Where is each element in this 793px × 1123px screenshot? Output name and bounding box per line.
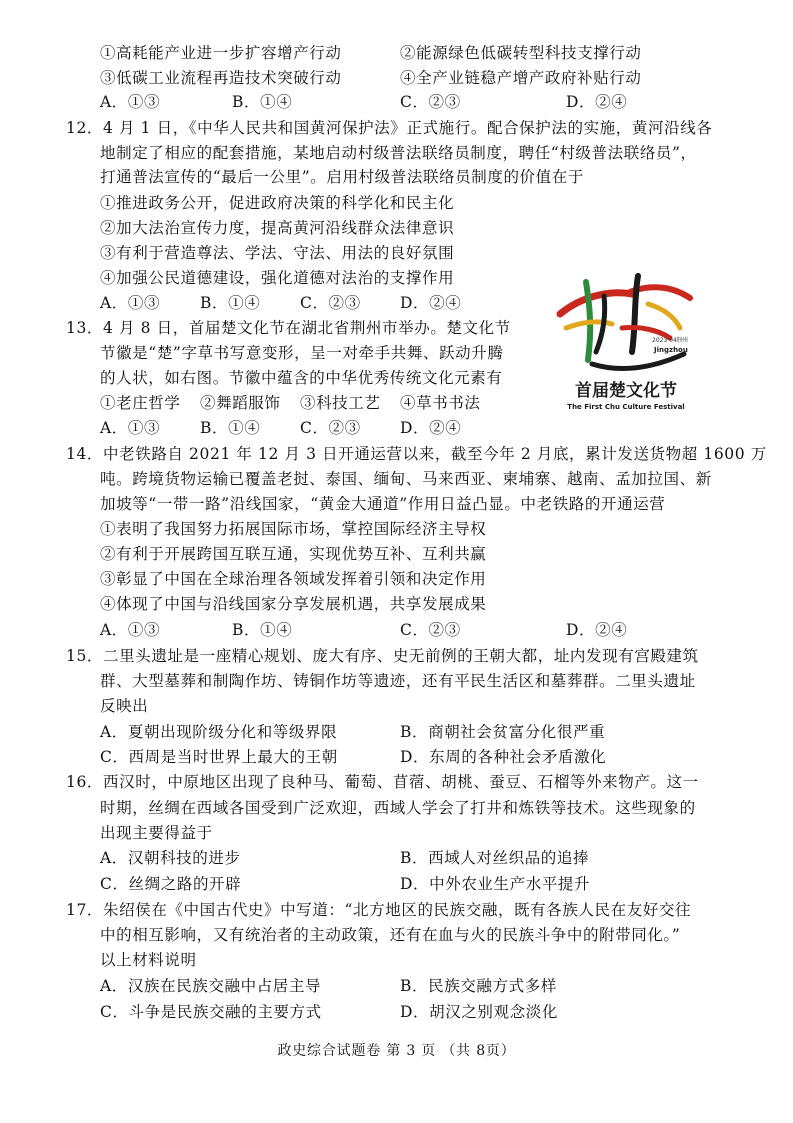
q13-option-c: C．②③ [300,419,361,437]
q16-number: 16． [66,773,104,791]
q14-stem-line-1 [66,444,767,464]
q15-stem-text-1: 二里头遗址是一座精心规划、庞大有序、史无前例的王朝大都，址内发现有宫殿建筑 [103,647,699,665]
q11-item-1: ①高耗能产业进一步扩容增产行动 [100,44,342,62]
q16-option-d: D．中外农业生产水平提升 [400,875,591,893]
q14-option-b: B．①④ [232,621,293,639]
q13-item-2: ②舞蹈服饰 [200,394,281,412]
q17-stem-line-1 [66,900,691,920]
logo-date: 2023·04 [652,337,677,344]
q13-item-4: ④草书书法 [400,394,481,412]
q14-stem-line-2: 吨。跨境货物运输已覆盖老挝、泰国、缅甸、马来西亚、柬埔寨、越南、孟加拉国、新 [100,470,712,488]
q17-stem-text-1: 朱绍侯在《中国古代史》中写道：“北方地区的民族交融，既有各族人民在友好交往 [103,901,692,919]
q17-number: 17． [66,901,104,919]
q11-option-c: C．②③ [400,93,461,111]
q17-option-d: D．胡汉之别观念淡化 [400,1003,558,1021]
chu-calligraphy-emblem [552,268,700,416]
q13-stem-text-1: 4 月 8 日，首届楚文化节在湖北省荆州市举办。楚文化节 [103,319,511,337]
q15-option-c: C．西周是当时世界上最大的王朝 [100,748,338,766]
q13-number: 13． [66,319,104,337]
q16-stem-line-1 [66,772,699,792]
q12-option-a: A．①③ [100,294,161,312]
q15-option-b: B．商朝社会贫富分化很严重 [400,723,606,741]
q13-stem-line-2: 节徽是“楚”字草书写意变形，呈一对牵手共舞、跃动升腾 [100,344,504,362]
q13-option-d: D．②④ [400,419,462,437]
q14-option-c: C．②③ [400,621,461,639]
logo-city-cn: 荆州 [676,337,689,344]
q14-item-1: ①表明了我国努力拓展国际市场，掌控国际经济主导权 [100,520,487,538]
logo-title-en: The First Chu Culture Festival [567,403,685,411]
q17-stem-line-3: 以上材料说明 [100,951,197,969]
q17-option-b: B．民族交融方式多样 [400,977,557,995]
q13-option-b: B．①④ [200,419,261,437]
q16-option-b: B．西域人对丝织品的追捧 [400,849,590,867]
q16-stem-line-3: 出现主要得益于 [100,824,213,842]
q15-stem-line-1 [66,646,699,666]
q12-option-d: D．②④ [400,294,462,312]
q13-stem-line-1 [66,318,511,338]
q12-option-c: C．②③ [300,294,361,312]
q11-option-a: A．①③ [100,93,161,111]
q15-option-a: A．夏朝出现阶级分化和等级界限 [100,723,338,741]
q15-number: 15． [66,647,104,665]
q12-stem-line-2: 地制定了相应的配套措施，某地启动村级普法联络员制度，聘任“村级普法联络员”， [100,144,697,162]
q12-stem-line-1 [66,118,712,138]
q14-number: 14． [66,445,104,463]
q14-option-a: A．①③ [100,621,161,639]
q14-item-3: ③彰显了中国在全球治理各领域发挥着引领和决定作用 [100,570,487,588]
q13-stem-line-3: 的人状，如右图。节徽中蕴含的中华优秀传统文化元素有 [100,369,503,387]
q17-option-a: A．汉族在民族交融中占居主导 [100,977,322,995]
q13-item-3: ③科技工艺 [300,394,381,412]
q15-stem-line-3: 反映出 [100,697,149,715]
page-footer: 政史综合试题卷 第 3 页 （共 8页） [277,1043,516,1059]
q12-item-1: ①推进政务公开，促进政府决策的科学化和民主化 [100,194,455,212]
q15-option-d: D．东周的各种社会矛盾激化 [400,748,607,766]
q11-option-d: D．②④ [566,93,628,111]
q14-item-2: ②有利于开展跨国互联互通，实现优势互补、互利共赢 [100,545,487,563]
q16-stem-text-1: 西汉时，中原地区出现了良种马、葡萄、苜蓿、胡桃、蚕豆、石榴等外来物产。这一 [103,773,699,791]
q14-stem-text-1: 中老铁路自 2021 年 12 月 3 日开通运营以来，截至今年 2 月底，累计发送货物超 1600 万 [103,445,767,463]
q11-item-4: ④全产业链稳产增产政府补贴行动 [400,69,642,87]
q17-stem-line-2: 中的相互影响，又有统治者的主动政策，还有在血与火的民族斗争中的附带同化。” [100,926,681,944]
logo-city-en: Jingzhou [654,346,688,354]
q12-item-2: ②加大法治宣传力度，提高黄河沿线群众法律意识 [100,219,455,237]
q11-item-3: ③低碳工业流程再造技术突破行动 [100,69,342,87]
q16-option-a: A．汉朝科技的进步 [100,849,241,867]
q11-item-2: ②能源绿色低碳转型科技支撑行动 [400,44,642,62]
q12-number: 12． [66,119,104,137]
q15-stem-line-2: 群、大型墓葬和制陶作坊、铸铜作坊等遗迹，还有平民生活区和墓葬群。二里头遗址 [100,672,696,690]
q11-option-b: B．①④ [232,93,293,111]
q12-item-4: ④加强公民道德建设，强化道德对法治的支撑作用 [100,269,455,287]
logo-title-cn: 首届楚文化节 [575,381,677,401]
q17-option-c: C．斗争是民族交融的主要方式 [100,1003,322,1021]
q12-option-b: B．①④ [200,294,261,312]
q14-stem-line-3: 加坡等“一带一路”沿线国家，“黄金大通道”作用日益凸显。中老铁路的开通运营 [100,495,666,513]
q12-item-3: ③有利于营造尊法、学法、守法、用法的良好氛围 [100,244,455,262]
chu-festival-logo [552,268,700,416]
q16-option-c: C．丝绸之路的开辟 [100,875,242,893]
q12-stem-line-3: 打通普法宣传的“最后一公里”。启用村级普法联络员制度的价值在于 [100,168,584,186]
q13-option-a: A．①③ [100,419,161,437]
q12-stem-text-1: 4 月 1 日，《中华人民共和国黄河保护法》正式施行。配合保护法的实施，黄河沿线各 [103,119,713,137]
q13-item-1: ①老庄哲学 [100,394,181,412]
q16-stem-line-2: 时期，丝绸在西域各国受到广泛欢迎，西域人学会了打井和炼铁等技术。这些现象的 [100,799,696,817]
q14-item-4: ④体现了中国与沿线国家分享发展机遇，共享发展成果 [100,595,487,613]
q14-option-d: D．②④ [566,621,628,639]
